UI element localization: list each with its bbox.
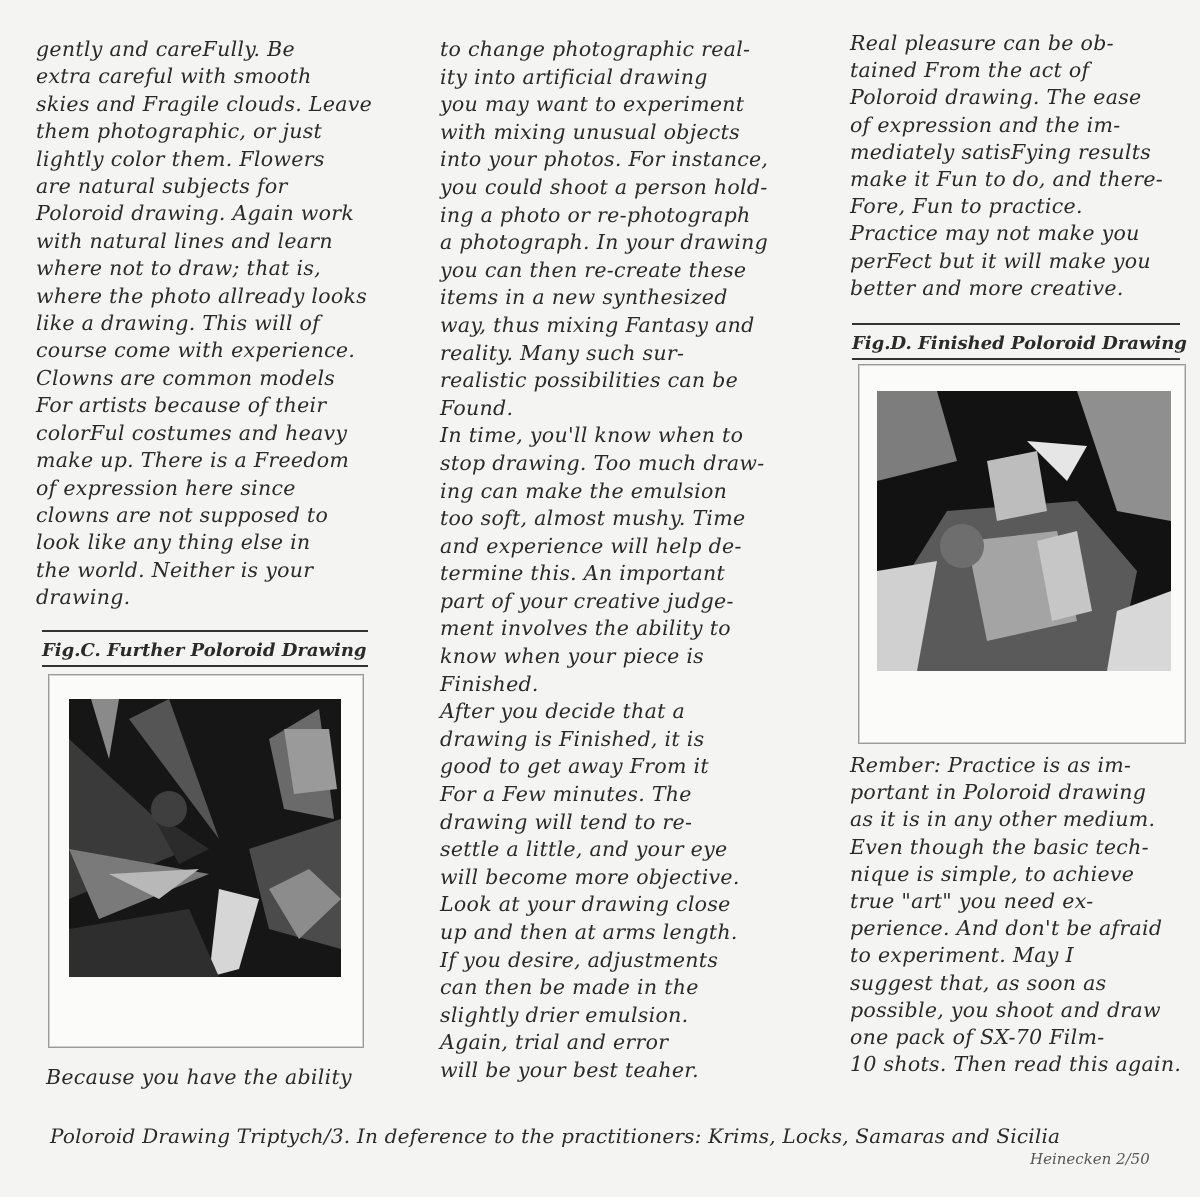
column-3-top-text (850, 30, 1190, 302)
column-1-line: Poloroid drawing. Again work (36, 201, 355, 226)
column-3-bottom-line: perience. And don't be afraid (850, 916, 1163, 941)
column-1-line: colorFul costumes and heavy (36, 420, 348, 445)
column-2-line: know when your piece is (440, 644, 704, 669)
column-2-line: you may want to experiment (440, 92, 745, 117)
column-1-line: with natural lines and learn (36, 228, 333, 253)
column-1-line: Clowns are common models (36, 365, 336, 390)
column-3-top-line: Real pleasure can be ob- (850, 31, 1114, 55)
column-3-bottom-line: one pack of SX-70 Film- (850, 1025, 1105, 1050)
column-1-line: drawing. (36, 585, 131, 610)
column-2-line: too soft, almost mushy. Time (440, 506, 746, 531)
column-2-line: Again, trial and error (440, 1030, 669, 1055)
column-3-top-line: Practice may not make you (850, 221, 1140, 246)
column-2-line: Finished. (440, 671, 539, 696)
column-2-line: If you desire, adjustments (440, 947, 719, 972)
column-1-line: are natural subjects for (36, 174, 288, 199)
column-3-top-line: mediately satisFying results (850, 139, 1152, 164)
column-3-top-line: Fore, Fun to practice. (850, 194, 1083, 219)
column-3-bottom-line: suggest that, as soon as (850, 970, 1107, 995)
column-2-line: into your photos. For instance, (440, 147, 769, 172)
footer-title: Poloroid Drawing Triptych/3. In deference to the practitioners: Krims, Locks, Samaras and Sicilia (50, 1124, 1061, 1148)
figure-d-polaroid (858, 364, 1186, 744)
column-2-line: to change photographic real- (440, 37, 751, 61)
column-2-line: up and then at arms length. (440, 920, 738, 944)
column-1-line: skies and Fragile clouds. Leave (36, 91, 373, 116)
column-1-text (36, 36, 386, 612)
column-1-line: like a drawing. This will of (36, 311, 321, 336)
figure-c-polaroid (48, 674, 364, 1048)
column-2-line: termine this. An important (440, 561, 726, 586)
column-2-line: realistic possibilities can be (440, 368, 739, 393)
column-3-top-line: perFect but it will make you (850, 248, 1151, 273)
column-1-line: gently and careFully. Be (36, 37, 295, 61)
figure-d-caption: Fig.D. Finished Poloroid Drawing (852, 323, 1180, 360)
column-3-top-line: Poloroid drawing. The ease (850, 85, 1142, 110)
column-2-line: ing a photo or re-photograph (440, 202, 751, 227)
column-1-bottom-line: Because you have the ability (46, 1065, 352, 1089)
column-2-line: drawing is Finished, it is (440, 726, 705, 751)
figure-d-photo-art (877, 391, 1171, 671)
column-2-line: ing can make the emulsion (440, 478, 728, 503)
column-1-line: lightly color them. Flowers (36, 146, 325, 171)
column-3-top-line: of expression and the im- (850, 112, 1121, 137)
column-3-bottom-line: Even though the basic tech- (850, 834, 1149, 859)
column-3-bottom-line: 10 shots. Then read this again. (850, 1052, 1182, 1077)
column-2-line: Look at your drawing close (440, 892, 731, 917)
column-2-line: slightly drier emulsion. (440, 1002, 689, 1027)
column-2-line: will become more objective. (440, 864, 740, 889)
column-3-bottom-line: portant in Poloroid drawing (850, 780, 1147, 805)
column-2-line: you could shoot a person hold- (440, 174, 768, 199)
column-1-line: where not to draw; that is, (36, 256, 321, 281)
column-1-line: the world. Neither is your (36, 557, 314, 582)
column-3-bottom-line: possible, you shoot and draw (850, 997, 1161, 1022)
column-1-line: make up. There is a Freedom (36, 448, 350, 473)
column-3-bottom-line: true "art" you need ex- (850, 889, 1094, 914)
column-1-line: For artists because of their (36, 393, 327, 418)
column-1-line: clowns are not supposed to (36, 502, 329, 527)
column-2-line: will be your best teaher. (440, 1057, 699, 1082)
column-2-line: you can then re-create these (440, 257, 747, 282)
column-3-bottom-line: to experiment. May I (850, 943, 1074, 968)
column-3-top-line: better and more creative. (850, 275, 1124, 300)
column-2-line: drawing will tend to re- (440, 809, 693, 834)
signature: Heinecken 2/50 (1030, 1150, 1150, 1168)
column-2-text (440, 36, 790, 1085)
column-3-bottom-line: nique is simple, to achieve (850, 861, 1135, 886)
column-1-line: course come with experience. (36, 338, 356, 363)
column-2-line: Found. (440, 395, 514, 420)
figure-d-photo (877, 391, 1171, 671)
column-2-line: items in a new synthesized (440, 285, 728, 310)
column-2-line: After you decide that a (440, 699, 685, 724)
column-1-line: extra careful with smooth (36, 64, 312, 89)
column-2-line: with mixing unusual objects (440, 119, 740, 144)
column-2-line: way, thus mixing Fantasy and (440, 312, 755, 337)
column-2-line: good to get away From it (440, 754, 709, 779)
column-3-bottom-line: as it is in any other medium. (850, 807, 1156, 832)
column-1-line: them photographic, or just (36, 119, 323, 144)
column-2-line: ment involves the ability to (440, 616, 731, 641)
column-2-line: and experience will help de- (440, 533, 742, 558)
figure-c-photo-art (69, 699, 341, 977)
column-2-line: reality. Many such sur- (440, 340, 685, 365)
column-3-top-line: make it Fun to do, and there- (850, 167, 1163, 192)
column-3-top-line: tained From the act of (850, 58, 1090, 83)
column-2-line: part of your creative judge- (440, 588, 734, 613)
column-1-line: of expression here since (36, 475, 296, 500)
column-2-line: For a Few minutes. The (440, 782, 692, 807)
column-2-line: settle a little, and your eye (440, 837, 728, 862)
figure-c-caption: Fig.C. Further Poloroid Drawing (42, 630, 368, 667)
column-3-bottom-line: Rember: Practice is as im- (850, 753, 1132, 777)
column-1-line: look like any thing else in (36, 530, 311, 555)
column-2-line: a photograph. In your drawing (440, 230, 769, 255)
column-3-bottom-text (850, 752, 1190, 1078)
column-1-line: where the photo allready looks (36, 283, 368, 308)
column-2-line: ity into artificial drawing (440, 64, 708, 89)
column-2-line: In time, you'll know when to (440, 423, 744, 448)
column-2-line: can then be made in the (440, 975, 699, 1000)
figure-c-photo (69, 699, 341, 977)
column-2-line: stop drawing. Too much draw- (440, 450, 765, 475)
